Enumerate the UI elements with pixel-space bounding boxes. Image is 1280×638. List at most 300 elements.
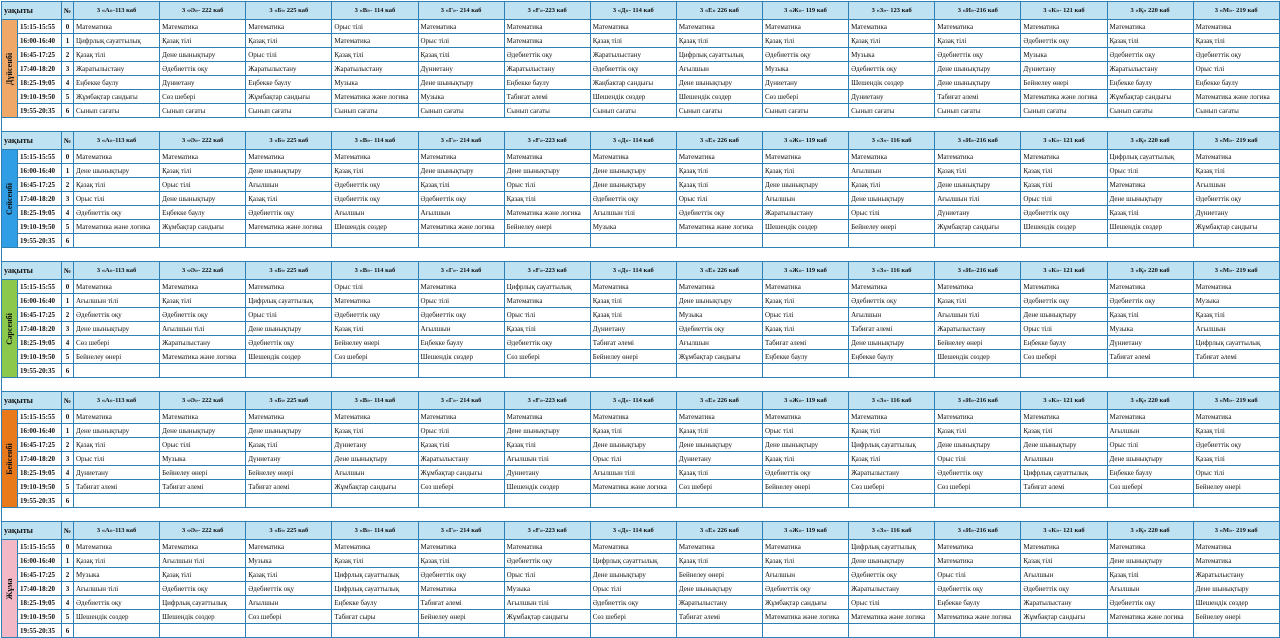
subject-cell: Қазақ тілі <box>935 164 1021 178</box>
subject-cell: Цифрлық сауаттылық <box>1021 466 1107 480</box>
subject-cell: Қазақ тілі <box>763 322 849 336</box>
subject-cell: Жаратылыстану <box>1107 62 1193 76</box>
subject-cell: Орыс тілі <box>935 452 1021 466</box>
lesson-row <box>2 582 1280 596</box>
subject-cell: Орыс тілі <box>332 280 418 294</box>
lesson-row <box>2 90 1280 104</box>
subject-cell: Орыс тілі <box>1021 322 1107 336</box>
subject-cell: Бейнелеу өнері <box>935 336 1021 350</box>
subject-cell: Әдебиеттік оқу <box>246 336 332 350</box>
subject-cell: Еңбекке баулу <box>246 76 332 90</box>
class-column-header: 3 «Ә»- 222 каб <box>160 2 246 20</box>
subject-cell: Математика <box>1107 410 1193 424</box>
subject-cell: Дене шынықтыру <box>74 322 160 336</box>
subject-cell: Табиғат әлемі <box>160 480 246 494</box>
lesson-number-header: № <box>62 522 74 540</box>
lesson-number: 5 <box>62 480 74 494</box>
subject-cell: Дене шынықтыру <box>1021 308 1107 322</box>
class-column-header: 3 «Ғ»-223 каб <box>504 262 590 280</box>
subject-cell: Әдебиеттік оқу <box>763 582 849 596</box>
subject-cell: Математика және логика <box>246 220 332 234</box>
subject-cell: Жаратылыстану <box>849 466 935 480</box>
subject-cell: Математика <box>676 150 762 164</box>
subject-cell: Әдебиеттік оқу <box>590 596 676 610</box>
subject-cell: Сынып сағаты <box>74 104 160 118</box>
subject-cell: Математика <box>1193 540 1279 554</box>
lesson-number: 1 <box>62 164 74 178</box>
subject-cell: Ағылшын <box>1193 322 1279 336</box>
subject-cell: Математика <box>1193 410 1279 424</box>
class-column-header: 3 «М»- 219 каб <box>1193 132 1279 150</box>
subject-cell: Дене шынықтыру <box>418 76 504 90</box>
subject-cell: Дүниетану <box>1107 336 1193 350</box>
subject-cell: Бейнелеу өнері <box>1193 610 1279 624</box>
subject-cell <box>74 364 160 378</box>
subject-cell: Әдебиеттік оқу <box>1021 582 1107 596</box>
subject-cell: Орыс тілі <box>74 452 160 466</box>
subject-cell: Дүниетану <box>418 62 504 76</box>
lesson-time: 18:25-19:05 <box>18 206 62 220</box>
lesson-time: 15:15-15:55 <box>18 20 62 34</box>
class-column-header: 3 «Е» 226 каб <box>676 132 762 150</box>
subject-cell: Математика <box>1193 20 1279 34</box>
subject-cell: Математика және логика <box>1193 90 1279 104</box>
subject-cell <box>1193 494 1279 508</box>
subject-cell: Сынып сағаты <box>849 104 935 118</box>
subject-cell: Орыс тілі <box>935 568 1021 582</box>
subject-cell: Орыс тілі <box>332 20 418 34</box>
subject-cell: Математика <box>1107 178 1193 192</box>
subject-cell: Қазақ тілі <box>160 294 246 308</box>
lesson-number: 3 <box>62 62 74 76</box>
subject-cell: Сынып сағаты <box>763 104 849 118</box>
subject-cell <box>763 624 849 638</box>
subject-cell <box>935 364 1021 378</box>
subject-cell: Әдебиеттік оқу <box>1107 294 1193 308</box>
day-name: Жұма <box>4 577 14 600</box>
subject-cell: Қазақ тілі <box>332 48 418 62</box>
subject-cell: Жұмбақтар сандығы <box>74 90 160 104</box>
subject-cell: Жаратылыстану <box>418 452 504 466</box>
day-name: Дүйсенбі <box>4 52 14 85</box>
subject-cell: Дене шынықтыру <box>246 322 332 336</box>
subject-cell: Математика <box>504 20 590 34</box>
lesson-time: 19:55-20:35 <box>18 624 62 638</box>
subject-cell: Ағылшын <box>1021 568 1107 582</box>
subject-cell: Дене шынықтыру <box>935 76 1021 90</box>
subject-cell: Математика <box>332 150 418 164</box>
subject-cell: Шешендік сөздер <box>246 350 332 364</box>
subject-cell: Орыс тілі <box>590 582 676 596</box>
subject-cell: Математика және логика <box>849 610 935 624</box>
subject-cell <box>1021 364 1107 378</box>
subject-cell: Математика <box>935 554 1021 568</box>
subject-cell: Математика <box>1107 540 1193 554</box>
subject-cell: Математика <box>935 280 1021 294</box>
subject-cell: Қазақ тілі <box>935 424 1021 438</box>
subject-cell: Орыс тілі <box>504 568 590 582</box>
subject-cell: Цифрлық сауаттылық <box>160 596 246 610</box>
subject-cell: Табиғат әлемі <box>418 596 504 610</box>
subject-cell: Математика <box>935 150 1021 164</box>
subject-cell: Әдебиеттік оқу <box>849 62 935 76</box>
lesson-row <box>2 206 1280 220</box>
subject-cell: Табиғат әлемі <box>246 480 332 494</box>
subject-cell: Математика <box>332 34 418 48</box>
lesson-number: 5 <box>62 90 74 104</box>
subject-cell <box>763 364 849 378</box>
subject-cell: Қазақ тілі <box>590 308 676 322</box>
lesson-time: 19:55-20:35 <box>18 494 62 508</box>
subject-cell: Әдебиеттік оқу <box>74 206 160 220</box>
subject-cell: Табиғат әлемі <box>763 336 849 350</box>
class-column-header: 3 «И»-216 каб <box>935 2 1021 20</box>
lesson-number: 4 <box>62 336 74 350</box>
subject-cell: Қазақ тілі <box>160 34 246 48</box>
subject-cell: Жаратылыстану <box>1193 568 1279 582</box>
subject-cell: Орыс тілі <box>160 438 246 452</box>
class-column-header: 3 «Ә»- 222 каб <box>160 522 246 540</box>
subject-cell: Сөз шебері <box>1107 480 1193 494</box>
class-column-header: 3 «Ә»- 222 каб <box>160 262 246 280</box>
subject-cell: Ағылшын тілі <box>590 466 676 480</box>
subject-cell: Шешендік сөздер <box>418 350 504 364</box>
subject-cell <box>849 364 935 378</box>
lesson-number: 6 <box>62 234 74 248</box>
subject-cell: Шешендік сөздер <box>1107 220 1193 234</box>
class-column-header: 3 «Қ» 220 каб <box>1107 262 1193 280</box>
lesson-number-header: № <box>62 392 74 410</box>
lesson-number: 5 <box>62 610 74 624</box>
lesson-row <box>2 452 1280 466</box>
subject-cell: Орыс тілі <box>1193 466 1279 480</box>
day-label-cell <box>2 20 18 118</box>
subject-cell: Жұмбақтар сандығы <box>935 220 1021 234</box>
subject-cell: Сөз шебері <box>246 610 332 624</box>
subject-cell: Ағылшын <box>849 164 935 178</box>
subject-cell: Сөз шебері <box>935 480 1021 494</box>
subject-cell: Математика <box>676 280 762 294</box>
lesson-time: 16:45-17:25 <box>18 48 62 62</box>
class-column-header: 3 «М»- 219 каб <box>1193 522 1279 540</box>
subject-cell: Жаратылыстану <box>332 62 418 76</box>
subject-cell: Жұмбақтар сандығы <box>676 350 762 364</box>
subject-cell: Шешендік сөздер <box>849 76 935 90</box>
subject-cell: Шешендік сөздер <box>74 610 160 624</box>
subject-cell: Әдебиеттік оқу <box>935 582 1021 596</box>
subject-cell <box>418 494 504 508</box>
class-column-header: 3 «Е» 226 каб <box>676 522 762 540</box>
time-column-header: уақыты <box>2 2 62 20</box>
lesson-time: 17:40-18:20 <box>18 582 62 596</box>
subject-cell: Бейнелеу өнері <box>246 466 332 480</box>
block-gap <box>2 508 1280 522</box>
subject-cell <box>1193 624 1279 638</box>
subject-cell: Математика <box>935 540 1021 554</box>
class-column-header: 3 «Е» 226 каб <box>676 392 762 410</box>
lesson-time: 16:00-16:40 <box>18 294 62 308</box>
subject-cell: Сынып сағаты <box>676 104 762 118</box>
subject-cell: Дене шынықтыру <box>1107 554 1193 568</box>
subject-cell: Дүниетану <box>1193 206 1279 220</box>
subject-cell: Математика <box>160 20 246 34</box>
subject-cell: Орыс тілі <box>418 424 504 438</box>
subject-cell: Қазақ тілі <box>676 424 762 438</box>
lesson-number: 2 <box>62 568 74 582</box>
subject-cell: Цифрлық сауаттылық <box>332 568 418 582</box>
subject-cell: Ағылшын <box>676 62 762 76</box>
subject-cell: Сынып сағаты <box>1107 104 1193 118</box>
lesson-number: 1 <box>62 294 74 308</box>
lesson-number: 4 <box>62 596 74 610</box>
subject-cell: Шешендік сөздер <box>504 480 590 494</box>
subject-cell: Ағылшын тілі <box>160 322 246 336</box>
subject-cell: Ағылшын тілі <box>590 206 676 220</box>
lesson-row <box>2 336 1280 350</box>
subject-cell: Әдебиеттік оқу <box>763 466 849 480</box>
subject-cell: Жұмбақтар сандығы <box>246 90 332 104</box>
subject-cell: Табиғат әлемі <box>935 90 1021 104</box>
lesson-time: 16:00-16:40 <box>18 164 62 178</box>
subject-cell: Цифрлық сауаттылық <box>1193 336 1279 350</box>
subject-cell: Дене шынықтыру <box>590 178 676 192</box>
lesson-number: 0 <box>62 280 74 294</box>
subject-cell: Математика <box>590 20 676 34</box>
subject-cell: Ағылшын <box>676 336 762 350</box>
subject-cell: Еңбекке баулу <box>763 350 849 364</box>
subject-cell: Дене шынықтыру <box>590 164 676 178</box>
lesson-number: 6 <box>62 624 74 638</box>
subject-cell: Дене шынықтыру <box>1021 438 1107 452</box>
subject-cell: Әдебиеттік оқу <box>160 62 246 76</box>
subject-cell: Дене шынықтыру <box>676 76 762 90</box>
subject-cell: Орыс тілі <box>1193 62 1279 76</box>
subject-cell: Қазақ тілі <box>332 424 418 438</box>
class-column-header: 3 «Ж»- 119 каб <box>763 262 849 280</box>
subject-cell: Математика <box>418 280 504 294</box>
subject-cell: Дене шынықтыру <box>504 164 590 178</box>
subject-cell: Әдебиеттік оқу <box>590 192 676 206</box>
subject-cell: Математика <box>1021 410 1107 424</box>
subject-cell: Қазақ тілі <box>935 294 1021 308</box>
class-column-header: 3 «К»- 121 каб <box>1021 132 1107 150</box>
subject-cell: Цифрлық сауаттылық <box>74 34 160 48</box>
subject-cell <box>504 624 590 638</box>
subject-cell: Қазақ тілі <box>935 34 1021 48</box>
class-column-header: 3 «Ж»- 119 каб <box>763 2 849 20</box>
subject-cell: Жұмбақтар сандығы <box>1021 610 1107 624</box>
lesson-row <box>2 280 1280 294</box>
class-column-header: 3 «М»- 219 каб <box>1193 392 1279 410</box>
subject-cell: Жұмбақтар сандығы <box>1107 90 1193 104</box>
lesson-row <box>2 540 1280 554</box>
day-name: Сәрсенбі <box>4 312 14 345</box>
subject-cell: Музыка <box>1021 48 1107 62</box>
subject-cell: Табиғат әлемі <box>504 90 590 104</box>
subject-cell: Қазақ тілі <box>849 34 935 48</box>
subject-cell: Ағылшын <box>1107 582 1193 596</box>
subject-cell: Қазақ тілі <box>418 48 504 62</box>
subject-cell: Дүниетану <box>246 452 332 466</box>
lesson-row <box>2 220 1280 234</box>
subject-cell <box>332 494 418 508</box>
subject-cell: Орыс тілі <box>418 34 504 48</box>
subject-cell: Музыка <box>160 452 246 466</box>
subject-cell: Дүниетану <box>160 76 246 90</box>
subject-cell: Әдебиеттік оқу <box>676 206 762 220</box>
class-column-header: 3 «А»-113 каб <box>74 522 160 540</box>
subject-cell: Математика <box>1193 280 1279 294</box>
subject-cell: Жаңбактар сандығы <box>590 76 676 90</box>
subject-cell: Математика <box>418 410 504 424</box>
subject-cell: Қазақ тілі <box>160 164 246 178</box>
subject-cell: Дүниетану <box>676 452 762 466</box>
subject-cell: Орыс тілі <box>418 294 504 308</box>
class-column-header: 3 «В»- 114 каб <box>332 522 418 540</box>
subject-cell: Жаратылыстану <box>849 582 935 596</box>
subject-cell: Қазақ тілі <box>676 34 762 48</box>
subject-cell: Математика <box>676 540 762 554</box>
subject-cell: Орыс тілі <box>763 308 849 322</box>
class-column-header: 3 «И»-216 каб <box>935 392 1021 410</box>
subject-cell: Сынып сағаты <box>160 104 246 118</box>
subject-cell: Бейнелеу өнері <box>676 568 762 582</box>
class-column-header: 3 «Г»- 214 каб <box>418 2 504 20</box>
subject-cell: Дене шынықтыру <box>849 554 935 568</box>
subject-cell: Дүниетану <box>590 322 676 336</box>
subject-cell: Математика және логика <box>763 610 849 624</box>
lesson-time: 19:10-19:50 <box>18 350 62 364</box>
class-column-header: 3 «Б» 225 каб <box>246 262 332 280</box>
subject-cell: Еңбекке баулу <box>1193 76 1279 90</box>
lesson-number: 0 <box>62 410 74 424</box>
schedule-table <box>1 1 1280 638</box>
lesson-number: 1 <box>62 424 74 438</box>
subject-cell: Дене шынықтыру <box>935 62 1021 76</box>
day-name: Сейсенбі <box>4 182 14 215</box>
lesson-row <box>2 424 1280 438</box>
subject-cell: Әдебиеттік оқу <box>332 178 418 192</box>
subject-cell: Ағылшын <box>246 596 332 610</box>
subject-cell: Дене шынықтыру <box>418 164 504 178</box>
subject-cell: Музыка <box>676 308 762 322</box>
subject-cell: Математика <box>849 20 935 34</box>
subject-cell: Орыс тілі <box>246 308 332 322</box>
lesson-time: 16:00-16:40 <box>18 424 62 438</box>
subject-cell: Әдебиеттік оқу <box>504 336 590 350</box>
class-column-header: 3 «Д»- 114 каб <box>590 392 676 410</box>
subject-cell: Дүниетану <box>935 206 1021 220</box>
subject-cell: Музыка <box>1107 322 1193 336</box>
lesson-time: 17:40-18:20 <box>18 62 62 76</box>
lesson-time: 15:15-15:55 <box>18 150 62 164</box>
subject-cell: Әдебиеттік оқу <box>332 308 418 322</box>
subject-cell: Музыка <box>74 568 160 582</box>
header-row <box>2 522 1280 540</box>
class-column-header: 3 «Қ» 220 каб <box>1107 132 1193 150</box>
lesson-number: 2 <box>62 308 74 322</box>
subject-cell: Дене шынықтыру <box>849 192 935 206</box>
lesson-number: 0 <box>62 540 74 554</box>
subject-cell: Жұмбақтар сандығы <box>418 466 504 480</box>
class-column-header: 3 «Б» 225 каб <box>246 522 332 540</box>
subject-cell: Еңбекке баулу <box>74 76 160 90</box>
subject-cell: Математика <box>590 540 676 554</box>
subject-cell: Әдебиеттік оқу <box>246 206 332 220</box>
subject-cell: Ағылшын тілі <box>935 308 1021 322</box>
time-column-header: уақыты <box>2 392 62 410</box>
class-column-header: 3 «В»- 114 каб <box>332 132 418 150</box>
subject-cell: Қазақ тілі <box>1193 308 1279 322</box>
subject-cell: Жаратылыстану <box>1021 596 1107 610</box>
class-column-header: 3 «Ғ»-223 каб <box>504 522 590 540</box>
subject-cell: Қазақ тілі <box>1021 164 1107 178</box>
subject-cell: Қазақ тілі <box>590 424 676 438</box>
subject-cell: Математика және логика <box>1107 610 1193 624</box>
lesson-time: 17:40-18:20 <box>18 192 62 206</box>
subject-cell: Орыс тілі <box>160 178 246 192</box>
subject-cell: Цифрлық сауаттылық <box>676 48 762 62</box>
subject-cell: Дене шынықтыру <box>849 336 935 350</box>
subject-cell <box>332 364 418 378</box>
class-column-header: 3 «И»-216 каб <box>935 262 1021 280</box>
subject-cell: Математика <box>935 410 1021 424</box>
subject-cell: Математика <box>74 540 160 554</box>
subject-cell <box>1193 234 1279 248</box>
subject-cell: Қазақ тілі <box>1021 178 1107 192</box>
subject-cell: Математика <box>763 280 849 294</box>
lesson-time: 15:15-15:55 <box>18 540 62 554</box>
subject-cell: Әдебиеттік оқу <box>74 596 160 610</box>
class-column-header: 3 «К»- 121 каб <box>1021 392 1107 410</box>
subject-cell: Қазақ тілі <box>1107 34 1193 48</box>
subject-cell: Қазақ тілі <box>849 452 935 466</box>
subject-cell: Музыка <box>246 554 332 568</box>
subject-cell: Әдебиеттік оқу <box>1107 596 1193 610</box>
lesson-number-header: № <box>62 132 74 150</box>
class-column-header: 3 «З»- 123 каб <box>849 2 935 20</box>
block-gap-cell <box>2 248 1280 262</box>
class-column-header: 3 «К»- 121 каб <box>1021 262 1107 280</box>
class-column-header: 3 «К»- 121 каб <box>1021 2 1107 20</box>
subject-cell: Дүниетану <box>332 438 418 452</box>
lesson-number: 2 <box>62 48 74 62</box>
subject-cell: Қазақ тілі <box>246 34 332 48</box>
lesson-row <box>2 62 1280 76</box>
subject-cell: Жаратылыстану <box>763 206 849 220</box>
subject-cell: Ағылшын тілі <box>504 596 590 610</box>
subject-cell: Сөз шебері <box>332 350 418 364</box>
subject-cell: Қазақ тілі <box>1021 554 1107 568</box>
block-gap <box>2 248 1280 262</box>
subject-cell: Математика және логика <box>332 90 418 104</box>
subject-cell: Математика <box>1021 20 1107 34</box>
day-label-cell <box>2 150 18 248</box>
subject-cell: Дүниетану <box>1021 62 1107 76</box>
subject-cell: Математика <box>504 410 590 424</box>
subject-cell: Дене шынықтыру <box>74 424 160 438</box>
lesson-row <box>2 104 1280 118</box>
header-row <box>2 262 1280 280</box>
lesson-number: 6 <box>62 104 74 118</box>
subject-cell: Сөз шебері <box>74 336 160 350</box>
subject-cell: Жаратылыстану <box>590 48 676 62</box>
lesson-number: 3 <box>62 452 74 466</box>
subject-cell: Музыка <box>418 90 504 104</box>
lesson-time: 15:15-15:55 <box>18 410 62 424</box>
subject-cell: Қазақ тілі <box>418 554 504 568</box>
subject-cell <box>1107 624 1193 638</box>
